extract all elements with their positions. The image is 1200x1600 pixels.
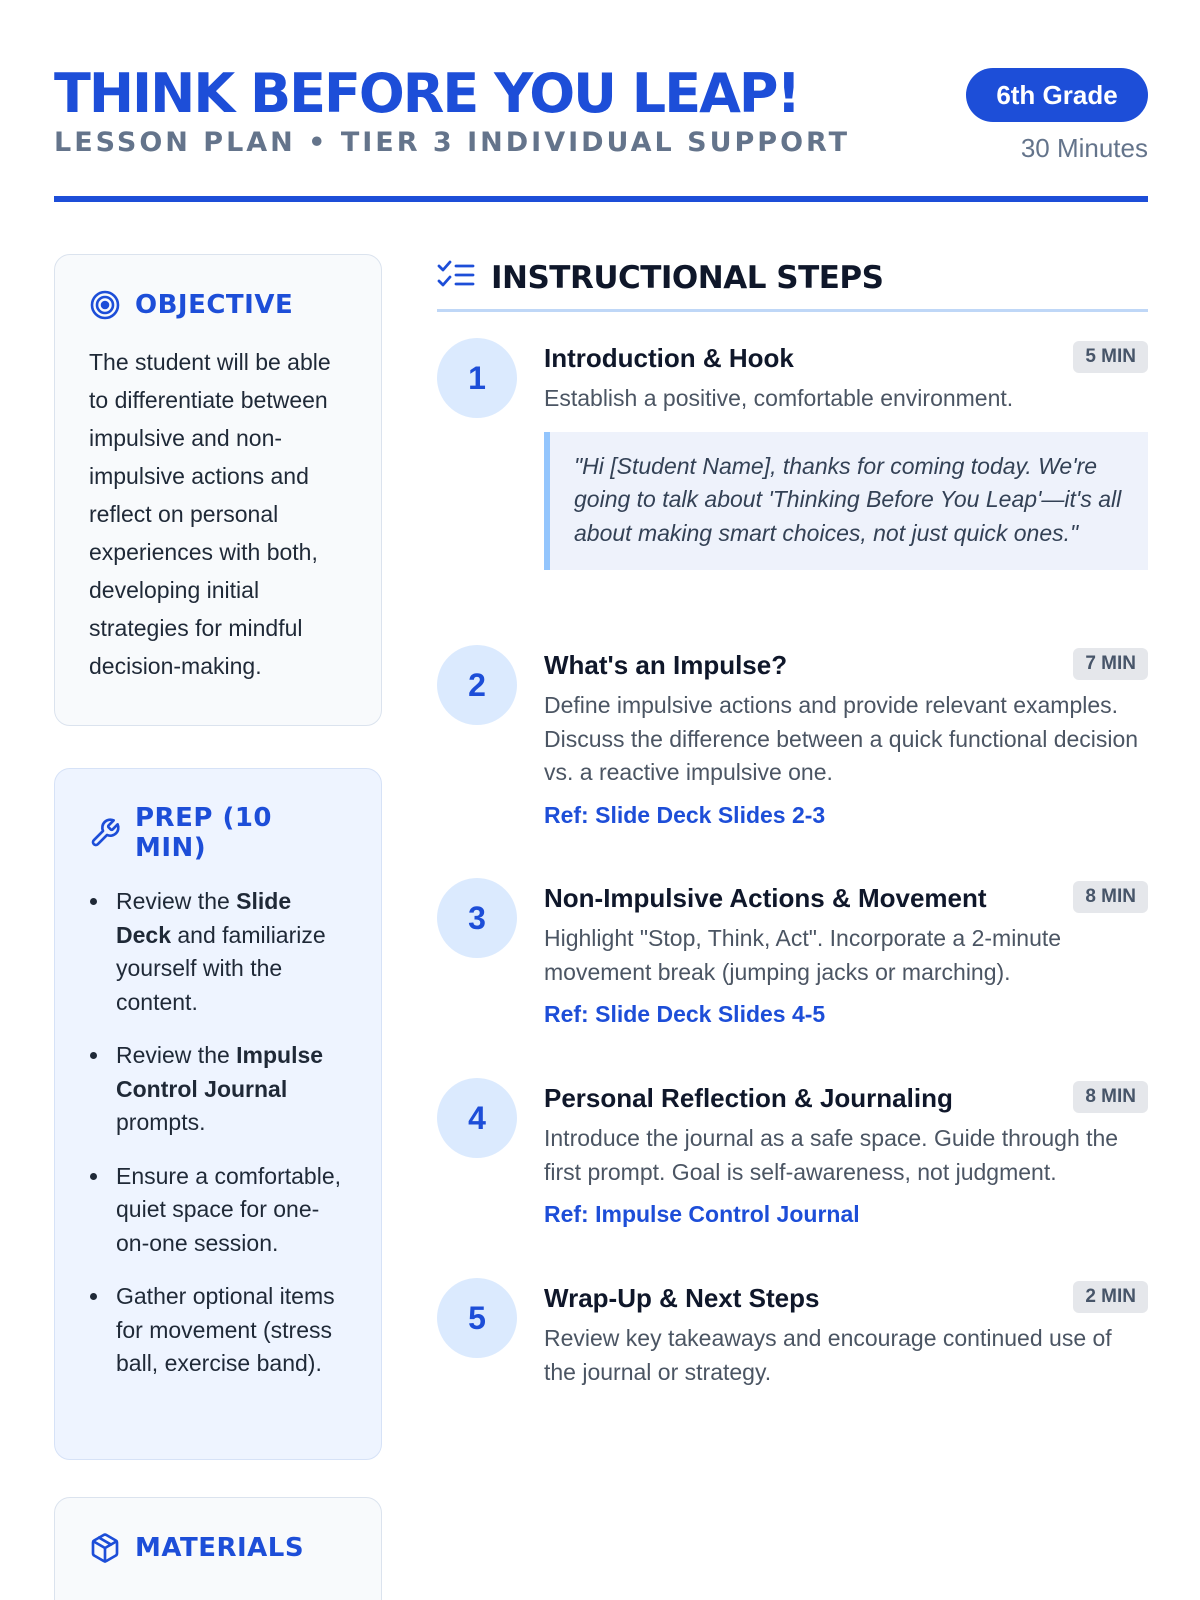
objective-card	[54, 254, 382, 726]
grade-badge: 6th Grade	[966, 68, 1148, 122]
prep-item: Ensure a comfortable, quiet space for one-on-one session.	[89, 1160, 347, 1261]
objective-header	[89, 289, 347, 321]
step-title: Personal Reflection & Journaling	[544, 1083, 953, 1113]
package-icon	[89, 1532, 121, 1564]
step-title: Wrap-Up & Next Steps	[544, 1283, 820, 1313]
step-description: Define impulsive actions and provide relevant examples. Discuss the difference between a quick functional decision vs. a reactive impulsive one.	[544, 692, 1139, 785]
step-description: Establish a positive, comfortable environment.	[544, 385, 1014, 411]
step-number: 5	[437, 1278, 517, 1358]
prep-card	[54, 768, 382, 1460]
time-badge: 8 MIN	[1073, 881, 1148, 913]
target-icon	[89, 289, 121, 321]
prep-list	[89, 885, 347, 1381]
steps-header	[437, 254, 1148, 312]
objective-text: The student will be able to differentiate between impulsive and non-impulsive actions and reflect on personal experiences with both, developing initial strategies for mindful decision-making.	[89, 349, 331, 679]
step-title: Introduction & Hook	[544, 343, 794, 373]
step-title: Non-Impulsive Actions & Movement	[544, 883, 987, 913]
page-subtitle: LESSON PLAN • TIER 3 INDIVIDUAL SUPPORT	[54, 127, 851, 158]
time-badge: 5 MIN	[1073, 341, 1148, 373]
wrench-icon	[89, 817, 121, 849]
instructional-steps	[437, 254, 1148, 1385]
time-badge: 8 MIN	[1073, 1081, 1148, 1113]
checklist-icon	[437, 259, 475, 296]
prep-item: Review the Slide Deck and familiarize yourself with the content.	[89, 885, 347, 1019]
prep-item: Review the Impulse Control Journal prompts.	[89, 1039, 347, 1140]
materials-card	[54, 1497, 382, 1600]
materials-title: MATERIALS	[135, 1533, 305, 1563]
page-header	[54, 54, 1148, 202]
prep-header	[89, 803, 347, 863]
duration-label: 30 Minutes	[1020, 133, 1148, 163]
time-badge: 7 MIN	[1073, 648, 1148, 680]
prep-title: PREP (10 MIN)	[135, 803, 273, 863]
step-title: What's an Impulse?	[544, 650, 788, 680]
step-description: Review key takeaways and encourage continued use of the journal or strategy.	[544, 1325, 1112, 1385]
step-number: 4	[437, 1078, 517, 1158]
step-description: Introduce the journal as a safe space. Guide through the first prompt. Goal is self-awareness, not judgment.	[544, 1125, 1119, 1185]
reference-link[interactable]: Ref: Impulse Control Journal	[544, 1201, 860, 1227]
materials-header	[89, 1532, 347, 1564]
step-number: 1	[437, 338, 517, 418]
steps-title: INSTRUCTIONAL STEPS	[491, 259, 884, 296]
reference-link[interactable]: Ref: Slide Deck Slides 4-5	[544, 1001, 826, 1027]
reference-link[interactable]: Ref: Slide Deck Slides 2-3	[544, 801, 826, 828]
objective-title: OBJECTIVE	[135, 290, 294, 320]
step-number: 3	[437, 878, 517, 958]
prep-item: Gather optional items for movement (stress ball, exercise band).	[89, 1280, 347, 1381]
script-quote: "Hi [Student Name], thanks for coming today. We're going to talk about 'Thinking Before You Leap'—it's all about making smart choices, not just quick ones."	[544, 432, 1148, 571]
step-description: Highlight "Stop, Think, Act". Incorporate a 2-minute movement break (jumping jacks or marching).	[544, 925, 1062, 985]
page-title: THINK BEFORE YOU LEAP!	[54, 62, 800, 125]
time-badge: 2 MIN	[1073, 1281, 1148, 1313]
step-number: 2	[437, 645, 517, 725]
